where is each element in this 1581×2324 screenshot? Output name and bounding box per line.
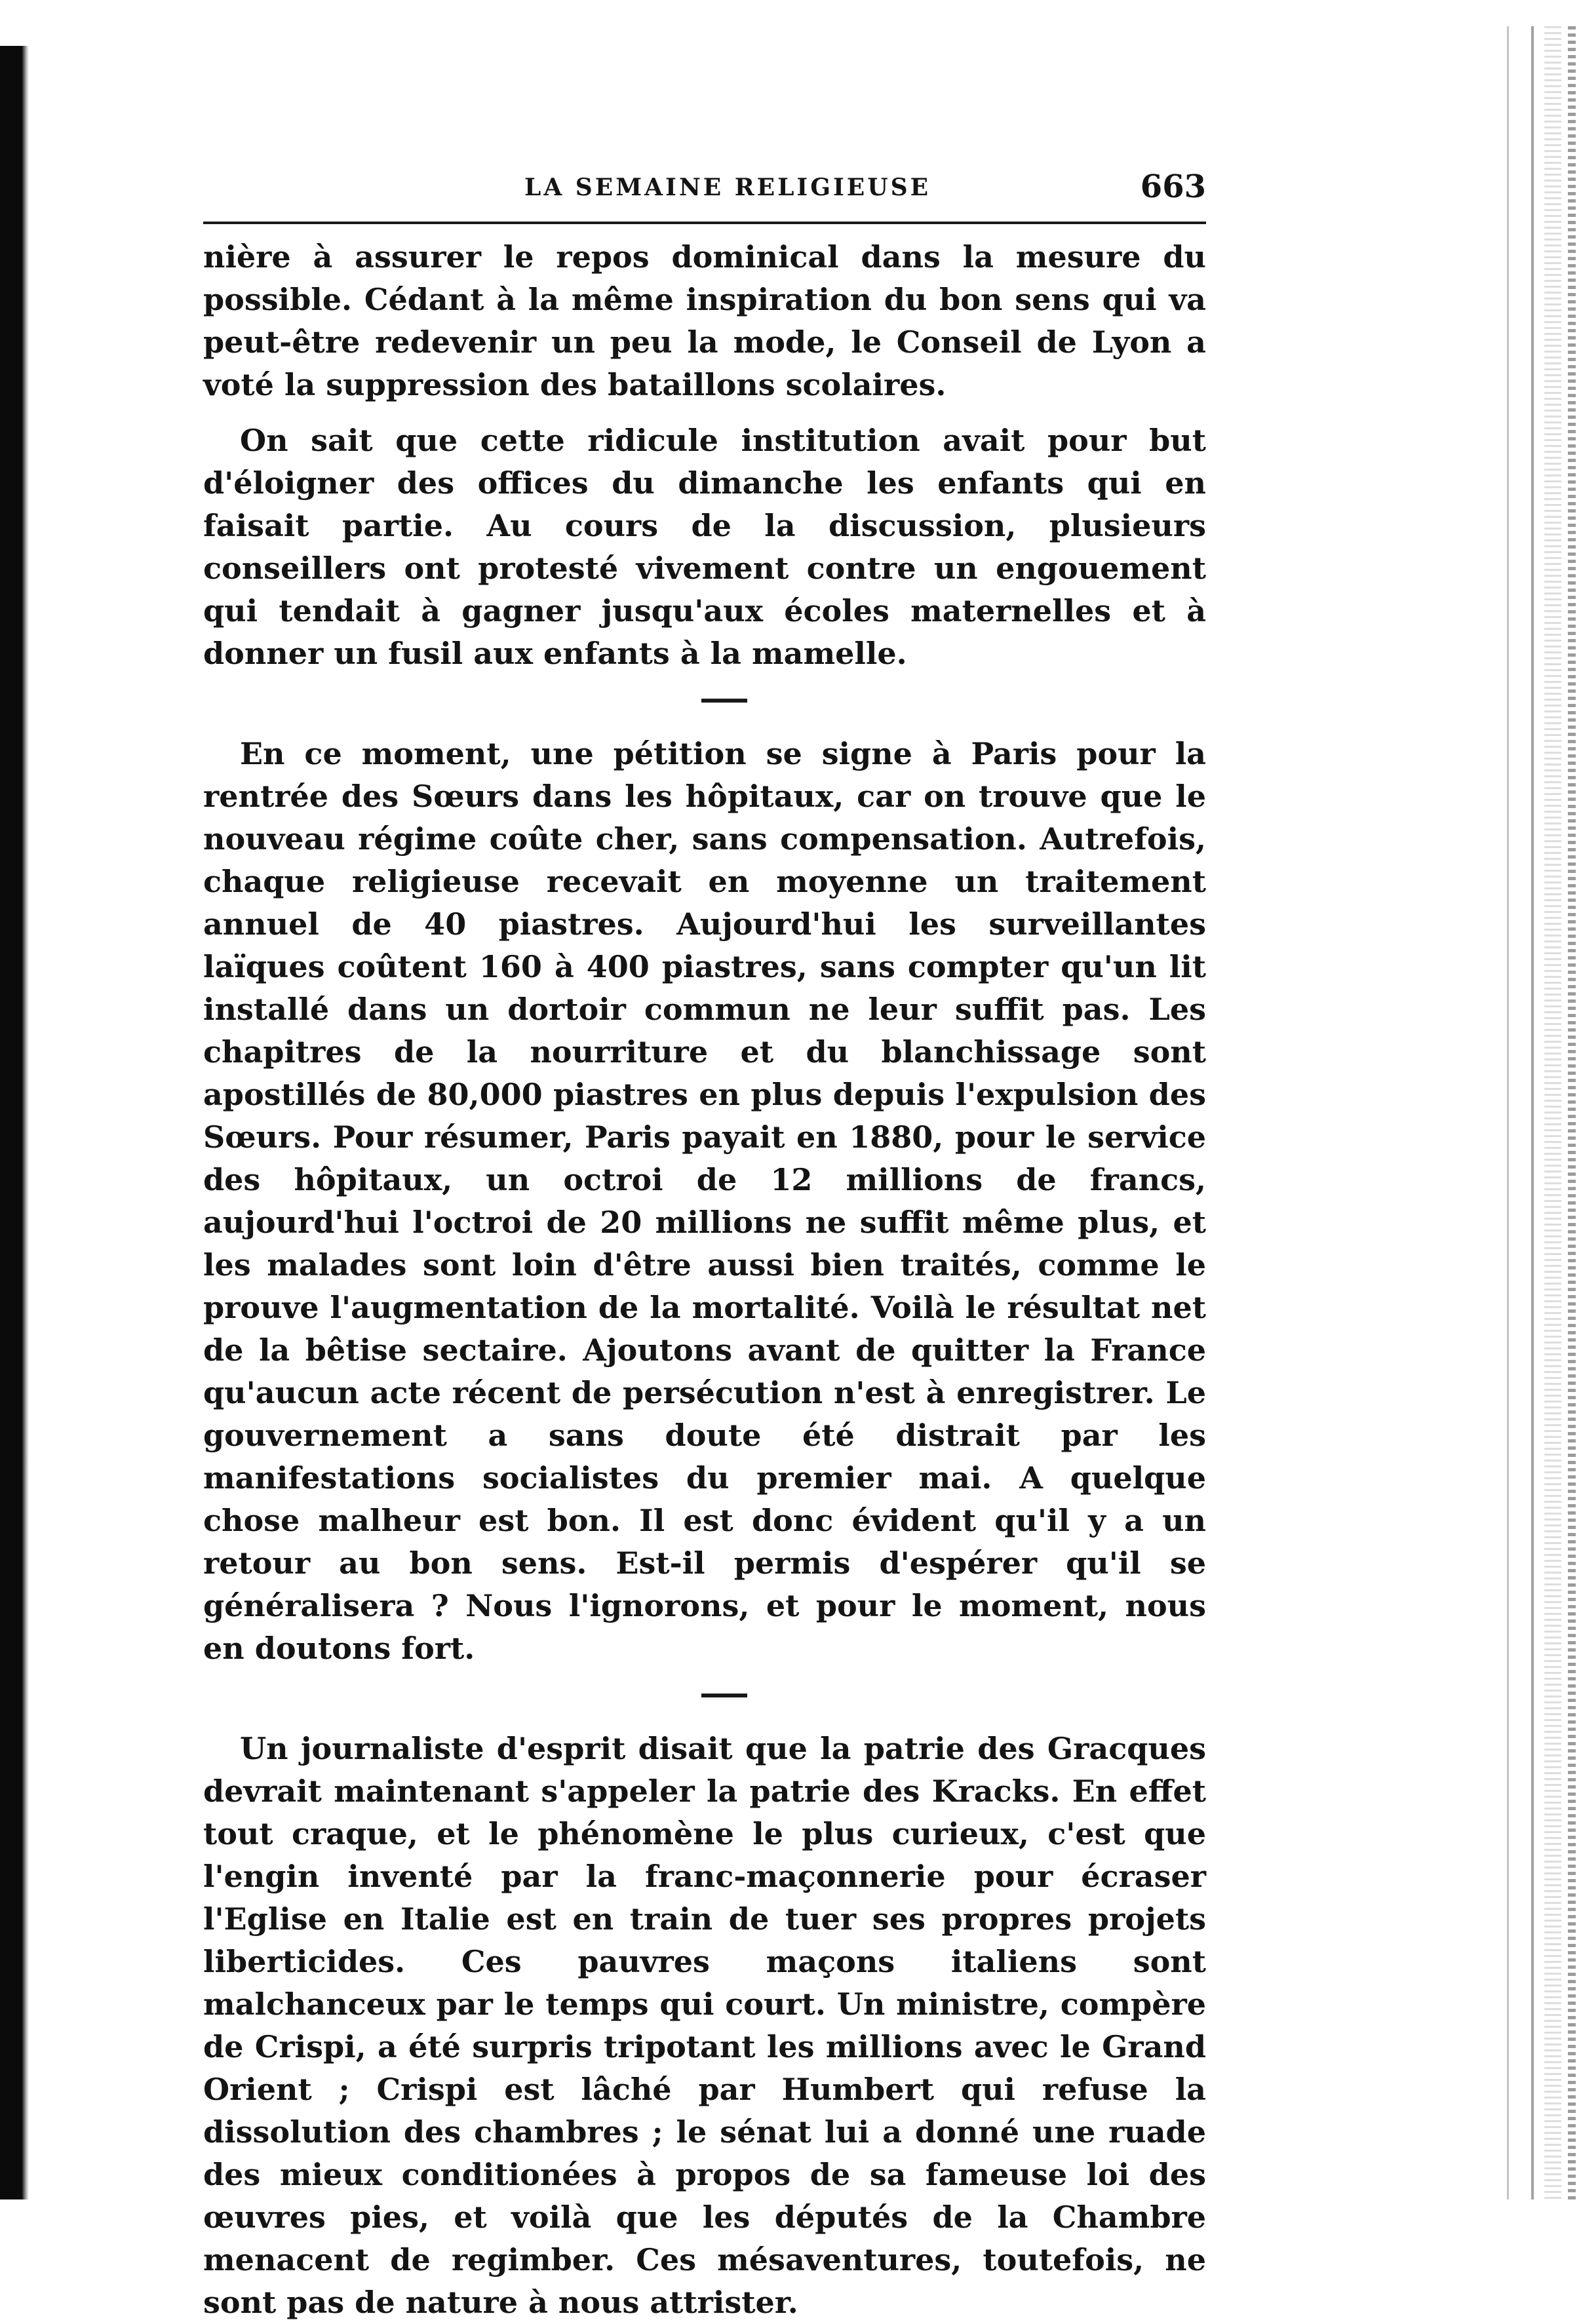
page-body bbox=[203, 236, 1206, 2324]
section-separator bbox=[203, 1670, 1206, 1728]
paragraph: En ce moment, une pétition se signe à Paris pour la rentrée des Sœurs dans les hôpitaux, car on trouve que le nouveau régime coûte cher, sans compensation. Autrefois, chaque religieuse recevait en moyenne un traitement annuel de 40 piastres. Aujourd'hui les surveillantes laïques coûtent 160 à 400 piastres, sans compter qu'un lit installé dans un dortoir commun ne leur suffit pas. Les chapitres de la nourriture et du blanchissage sont apostillés de 80,000 piastres en plus depuis l'expulsion des Sœurs. Pour résumer, Paris payait en 1880, pour le service des hôpitaux, un octroi de 12 millions de francs, aujourd'hui l'octroi de 20 millions ne suffit même plus, et les malades sont loin d'être aussi bien traités, comme le prouve l'augmentation de la mortalité. Voilà le résultat net de la bêtise sectaire. Ajoutons avant de quitter la France qu'aucun acte récent de persécution n'est à enregistrer. Le gouvernement a sans doute été distrait par les manifestations socialistes du premier mai. A quelque chose malheur est bon. Il est donc évident qu'il y a un retour au bon sens. Est-il permis d'espérer qu'il se généralisera ? Nous l'ignorons, et pour le moment, nous en doutons fort. bbox=[203, 736, 1206, 1666]
section-separator bbox=[203, 675, 1206, 733]
paragraph: On sait que cette ridicule institution avait pour but d'éloigner des offices du dimanche les enfants qui en faisait partie. Au cours de la discussion, plusieurs conseillers ont protesté vivement contre un engouement qui tendait à gagner jusqu'aux écoles maternelles et à donner un fusil aux enfants à la mamelle. bbox=[203, 423, 1206, 671]
page-number: 663 bbox=[1140, 168, 1206, 205]
header-rule bbox=[203, 222, 1206, 224]
paragraph: Un journaliste d'esprit disait que la patrie des Gracques devrait maintenant s'appeler la patrie des Kracks. En effet tout craque, et le phénomène le plus curieux, c'est que l'engin inventé par la franc-maçonnerie pour écraser l'Eglise en Italie est en train de tuer ses propres projets liberticides. Ces pauvres maçons italiens sont malchanceux par le temps qui court. Un ministre, compère de Crispi, a été surpris tripotant les millions avec le Grand Orient ; Crispi est lâché par Humbert qui refuse la dissolution des chambres ; le sénat lui a donné une ruade des mieux conditionées à propos de sa fameuse loi des œuvres pies, et voilà que les députés de la Chambre menacent de regimber. Ces mésaventures, toutefois, ne sont pas de nature à nous attrister. bbox=[203, 1731, 1206, 2320]
scan-binding-edge bbox=[0, 46, 22, 2199]
scan-binding-shadow bbox=[22, 46, 29, 2199]
page-header bbox=[203, 167, 1206, 213]
running-title: LA SEMAINE RELIGIEUSE bbox=[524, 174, 931, 201]
paragraph-continued: nière à assurer le repos dominical dans la mesure du possible. Cédant à la même inspiration du bon sens qui va peut-être redevenir un peu la mode, le Conseil de Lyon a voté la suppression des bataillons scolaires. bbox=[203, 239, 1206, 402]
scan-edge-noise bbox=[1424, 26, 1581, 2199]
